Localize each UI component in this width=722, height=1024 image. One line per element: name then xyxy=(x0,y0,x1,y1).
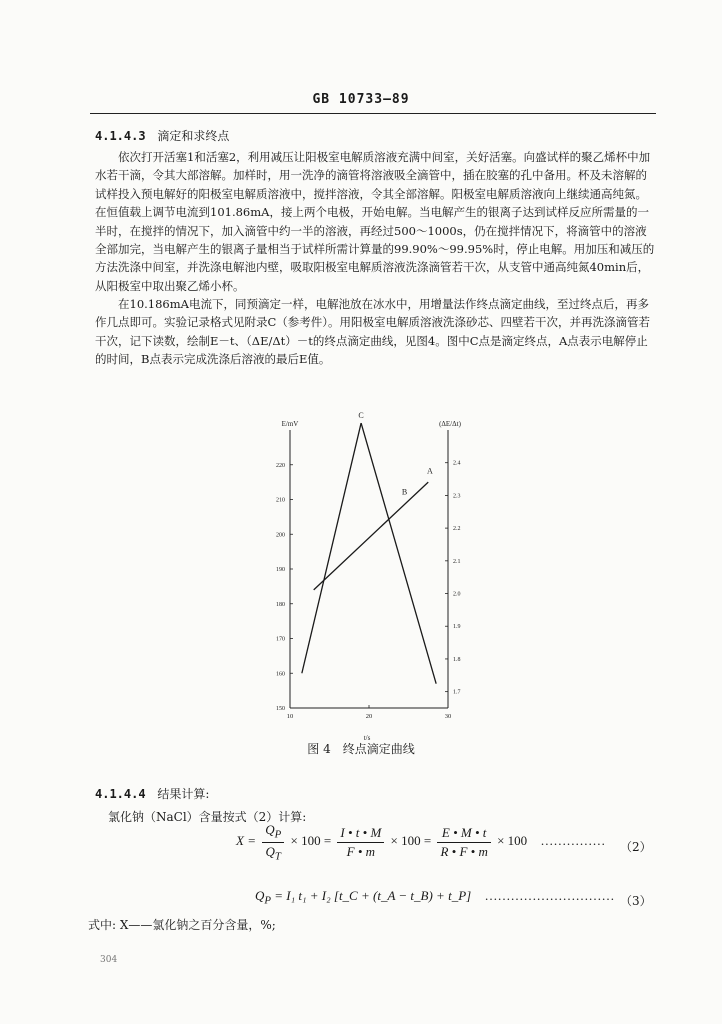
y-tick-label-origin: 150 xyxy=(276,706,285,712)
equation-number-2: （2） xyxy=(620,840,652,854)
equation-number-3: （3） xyxy=(620,894,652,908)
x-tick-label: 10 xyxy=(286,713,294,720)
fraction-qp-qt xyxy=(262,822,284,862)
fraction-itm-fm xyxy=(337,825,384,860)
formula-3 xyxy=(255,888,614,907)
y-tick-label: 210 xyxy=(276,497,285,504)
page-number: 304 xyxy=(100,955,118,965)
section-number: 4.1.4.3 xyxy=(95,129,146,143)
section-heading-4144 xyxy=(95,785,209,802)
numerator-itm: I • t • M xyxy=(337,825,384,843)
y2-tick-label: 2.2 xyxy=(453,526,461,533)
times-100-second: × 100 = xyxy=(390,833,432,849)
x-axis-title: t/s xyxy=(363,734,371,742)
qp-symbol: Q xyxy=(255,888,265,903)
denominator-fm: F • m xyxy=(346,843,376,859)
series-line-1 xyxy=(361,423,436,684)
formula-lhs: X = xyxy=(236,833,256,849)
y2-tick-label: 2.0 xyxy=(453,591,461,598)
times-100: × 100 = xyxy=(290,833,332,849)
y-axis-title: E/mV xyxy=(281,420,299,428)
qp-subscript: P xyxy=(264,894,272,907)
formula-2 xyxy=(236,822,605,862)
y2-axis-title: (ΔE/Δt) xyxy=(439,420,461,428)
y2-tick-label: 1.7 xyxy=(453,689,461,696)
y2-tick-label: 1.9 xyxy=(453,624,461,631)
y2-tick-label: 1.8 xyxy=(453,656,461,663)
qt-symbol: Q xyxy=(265,843,275,859)
y2-tick-label: 2.1 xyxy=(453,558,461,565)
figure-caption: 图 4 终点滴定曲线 xyxy=(307,742,415,756)
point-label-c: C xyxy=(358,411,364,421)
variable-definition: 式中: X——氯化钠之百分含量，%; xyxy=(88,918,276,932)
section-heading-4143 xyxy=(95,127,229,144)
qt-subscript: T xyxy=(274,850,281,863)
x-tick-label: 30 xyxy=(444,713,452,720)
section-title: 结果计算: xyxy=(157,787,210,801)
point-label-a: A xyxy=(426,466,433,476)
x-tick-label: 20 xyxy=(365,713,373,720)
denominator-rfm: R • F • m xyxy=(440,843,488,859)
leader-dots: ………………………… xyxy=(484,888,615,903)
formula3-rhs: = I₁ t₁ + I₂ [t_C + (t_A − t_B) + t_P] xyxy=(271,888,472,903)
y-tick-label: 160 xyxy=(276,671,285,678)
endpoint-titration-chart xyxy=(250,410,490,750)
y2-tick-label: 2.4 xyxy=(453,460,461,467)
section-number: 4.1.4.4 xyxy=(95,787,146,801)
y-tick-label: 220 xyxy=(276,462,285,469)
formula-tail: × 100 xyxy=(497,833,528,849)
y-tick-label: 170 xyxy=(276,636,285,643)
paragraph-titration-procedure: 依次打开活塞1和活塞2，利用减压让阳极室电解质溶液充满中间室，关好活塞。向盛试样的聚乙烯杯中加水若干滴，令其大部溶解。加样时，用一洗净的滴管将溶液吸全滴管中，插在胶塞的孔中备用。杯及未溶解的试样投入预电解好的阳极室电解质溶液中，搅拌溶液，令其全部溶解。阳极室电解质溶液向上继续通高纯氮。在恒值载上调节电流到101.86mA，接上两个电极，开始电解。当电解产生的银离子达到试样反应所需量的一半时，在搅拌的情况下，加入滴管中约一半的溶液，再经过500～1000s，仍在搅拌情况下，将滴管中的溶液全部加完，当电解产生的银离子量相当于试样所需计算量的99.90%～99.95%时，停止电解。用加压和减压的方法洗涤中间室，并洗涤电解池内壁，吸取阳极室电解质溶液洗涤滴管若干次，从支管中通高纯氮40min后，从阳极室中取出聚乙烯小杯。 xyxy=(95,150,655,293)
qp-subscript: P xyxy=(274,828,282,841)
y2-tick-label: 2.3 xyxy=(453,493,461,500)
fraction-emt-rfm xyxy=(437,825,490,860)
paragraph-endpoint-curve: 在10.186mA电流下，同预滴定一样，电解池放在冰水中，用增量法作终点滴定曲线，至过终点后，再多作几点即可。实验记录格式见附录C（参考件）。用阳极室电解质溶液洗涤砂芯、四壁若干次，并再洗涤滴管若干次，记下读数，绘制E－t、（ΔE/Δt）－t的终点滴定曲线，见图4。图中C点是滴定终点，A点表示电解停止的时间，B点表示完成洗涤后溶液的最后E值。 xyxy=(95,297,651,367)
section-title: 滴定和求终点 xyxy=(157,129,230,143)
formula-lead-text: 氯化钠（NaCl）含量按式（2）计算: xyxy=(108,810,307,824)
qp-symbol: Q xyxy=(265,822,275,837)
standard-header: GB 10733—89 xyxy=(312,92,410,107)
series-line-0 xyxy=(302,423,361,673)
series-line-2 xyxy=(314,482,429,590)
y-tick-label: 180 xyxy=(276,601,285,608)
leader-dots: …………… xyxy=(540,833,606,849)
point-label-b: B xyxy=(401,487,408,497)
y-tick-label: 200 xyxy=(276,532,285,539)
numerator-emt: E • M • t xyxy=(437,825,490,843)
header-rule xyxy=(90,113,656,114)
y-tick-label: 190 xyxy=(276,567,285,573)
